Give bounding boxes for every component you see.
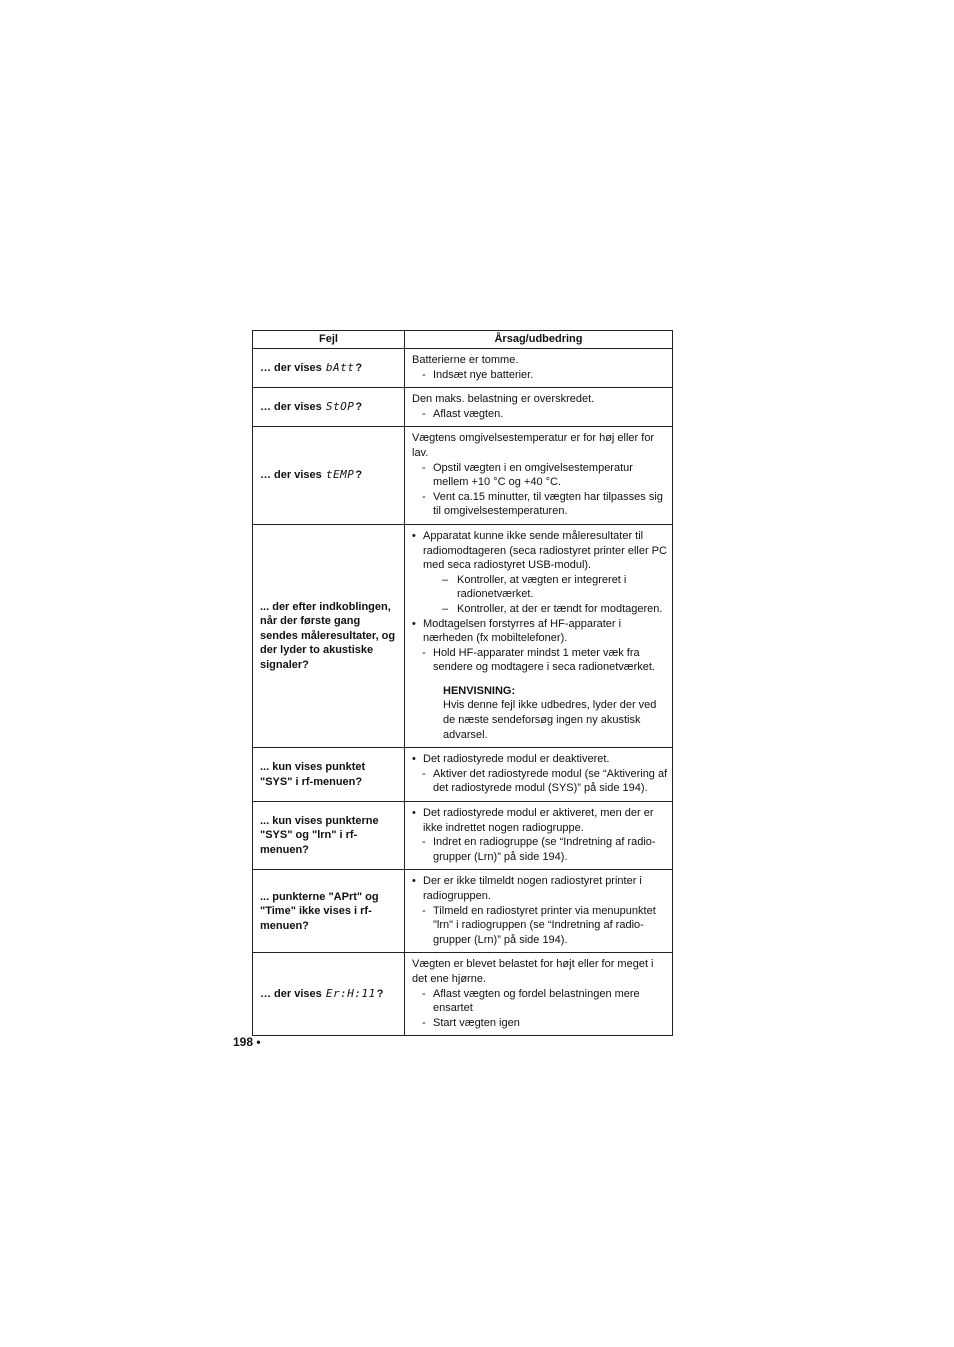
cause-bullet: • Modtagelsen forstyrres af HF-apparater i nærheden (fx mobiltelefoner). [412, 617, 671, 646]
cause-bullet: • Det radiostyrede modul er aktiveret, men der er ikke indrettet nogen radiogruppe. [412, 806, 671, 835]
cause-bullet: • Det radiostyrede modul er deaktiveret. [412, 752, 671, 767]
page-number: 198 • [233, 1035, 261, 1049]
cause-intro: Batterierne er tomme. [412, 354, 519, 366]
fault-text: … der vises [260, 361, 325, 374]
cause-cell [405, 870, 673, 953]
table-row [253, 427, 673, 525]
cause-cell [405, 748, 673, 802]
fault-cell [253, 953, 405, 1036]
cause-step: - Hold HF-apparater mindst 1 meter væk fra sendere og modtagere i seca radionetværket. [412, 646, 671, 675]
cause-intro: Den maks. belastning er overskredet. [412, 393, 595, 406]
fault-cell: ... der efter indkoblingen, når der første gang sendes måleresultater, og der lyder to akustiske signaler? [253, 524, 405, 747]
note-title: HENVISNING: [443, 684, 516, 697]
header-fault: Fejl [253, 331, 405, 349]
cause-cell [405, 802, 673, 870]
header-cause: Årsag/udbedring [405, 331, 673, 349]
fault-text: … der vises [260, 988, 325, 1001]
cause-step: - Aflast vægten og fordel belastningen mere ensartet [412, 987, 671, 1016]
cause-intro: Vægten er blevet belastet for højt eller for meget i det ene hjørne. [412, 958, 654, 985]
fault-cell: ... punkterne "APrt" og "Time" ikke vises i rf-menuen? [253, 870, 405, 953]
cause-cell [405, 953, 673, 1036]
display-code: StOP [325, 399, 355, 413]
fault-suffix: ? [355, 400, 363, 413]
table-row [253, 524, 673, 747]
fault-cell [253, 388, 405, 427]
display-code: bAtt [325, 360, 355, 374]
troubleshooting-table [252, 330, 673, 1036]
cause-step: - Aktiver det radiostyrede modul (se “Aktivering af det radiostyrede modul (SYS)” på side 194). [412, 767, 671, 796]
cause-intro: Vægtens omgivelsestemperatur er for høj eller for lav. [412, 432, 655, 459]
note-text: Hvis denne fejl ikke udbedres, lyder der ved de næste sendeforsøg ingen ny akustisk advarsel. [443, 699, 657, 741]
cause-cell [405, 427, 673, 525]
table-row [253, 349, 673, 388]
fault-text: … der vises [260, 400, 325, 413]
table-row [253, 953, 673, 1036]
cause-step: - Start vægten igen [412, 1016, 671, 1031]
fault-cell: ... kun vises punktet "SYS" i rf-menuen? [253, 748, 405, 802]
cause-cell [405, 349, 673, 388]
cause-step: - Opstil vægten i en omgivelsestemperatur mellem +10 °C og +40 °C. [412, 461, 671, 490]
note-box [412, 684, 671, 742]
cause-step: - Indsæt nye batterier. [412, 368, 671, 383]
table-row [253, 802, 673, 870]
table-row [253, 388, 673, 427]
cause-bullet: • Der er ikke tilmeldt nogen radiostyret printer i radiogruppen. [412, 874, 671, 903]
fault-text: … der vises [260, 469, 325, 482]
cause-step: - Vent ca.15 minutter, til vægten har tilpasses sig til omgivelsestemperaturen. [412, 490, 671, 519]
fault-suffix: ? [355, 361, 363, 374]
fault-cell [253, 349, 405, 388]
fault-cell [253, 427, 405, 525]
fault-suffix: ? [355, 469, 363, 482]
cause-cell [405, 388, 673, 427]
fault-cell: ... kun vises punkterne "SYS" og "lrn" i rf-menuen? [253, 802, 405, 870]
cause-step: - Aflast vægten. [412, 407, 671, 422]
cause-substep: – Kontroller, at der er tændt for modtageren. [412, 602, 671, 617]
table-row [253, 748, 673, 802]
table-row [253, 870, 673, 953]
cause-step: - Tilmeld en radiostyret printer via menupunktet "lrn" i radiogruppen (se “Indretning af radiogrupper (Lrn)” på side 194). [412, 904, 671, 948]
fault-suffix: ? [376, 988, 384, 1001]
cause-substep: – Kontroller, at vægten er integreret i radionetværket. [412, 573, 671, 602]
table-header-row [253, 331, 673, 349]
display-code: Er:H:11 [325, 987, 376, 1001]
display-code: tEMP [325, 468, 355, 482]
cause-cell [405, 524, 673, 747]
cause-step: - Indret en radiogruppe (se “Indretning af radiogrupper (Lrn)” på side 194). [412, 835, 671, 864]
cause-bullet: • Apparatat kunne ikke sende måleresultater til radiomodtageren (seca radiostyret printer eller PC med seca radiostyret USB-modul). [412, 529, 671, 573]
